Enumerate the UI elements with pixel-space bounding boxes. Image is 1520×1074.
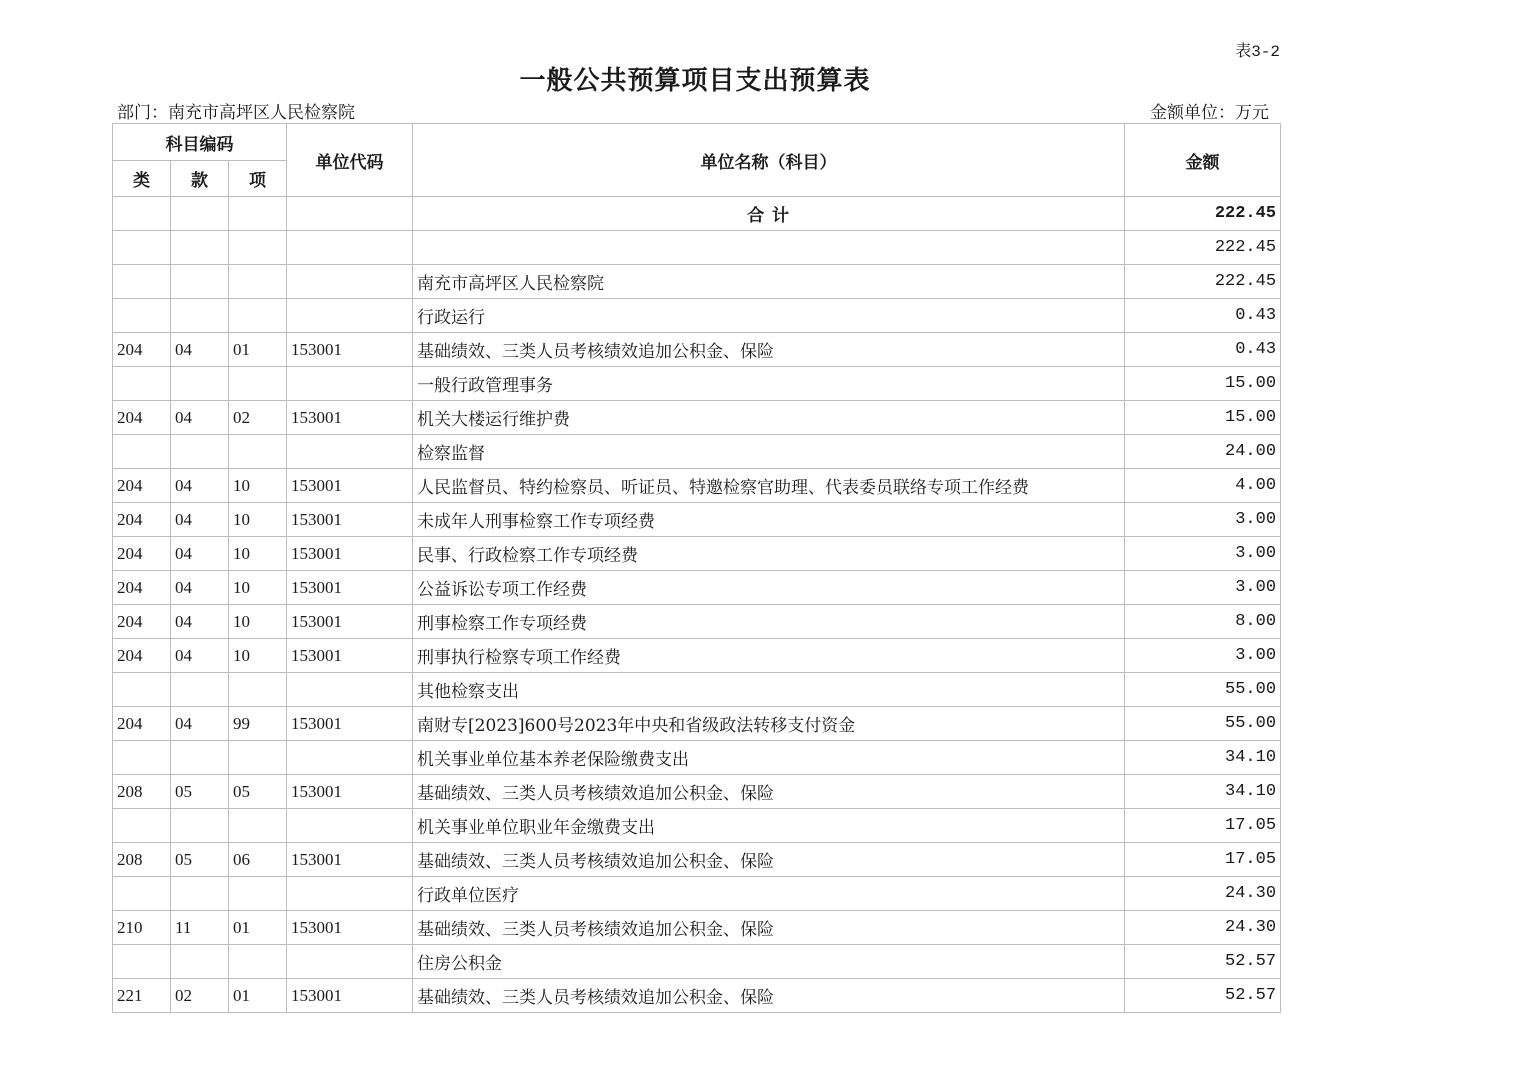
cell-kuan: 04 — [171, 333, 229, 367]
table-row — [113, 299, 1281, 333]
cell-kuan — [171, 741, 229, 775]
cell-amount: 15.00 — [1125, 367, 1281, 401]
cell-xiang — [229, 231, 287, 265]
cell-amount: 3.00 — [1125, 571, 1281, 605]
cell-unit-name: 一般行政管理事务 — [413, 367, 1125, 401]
cell-lei — [113, 197, 171, 231]
table-number: 表3-2 — [1235, 43, 1280, 61]
cell-kuan — [171, 367, 229, 401]
cell-amount: 15.00 — [1125, 401, 1281, 435]
cell-amount: 52.57 — [1125, 979, 1281, 1013]
cell-kuan: 04 — [171, 537, 229, 571]
cell-xiang — [229, 877, 287, 911]
cell-unit-name: 基础绩效、三类人员考核绩效追加公积金、保险 — [413, 843, 1125, 877]
cell-kuan: 04 — [171, 469, 229, 503]
table-row — [113, 265, 1281, 299]
cell-kuan: 04 — [171, 401, 229, 435]
cell-xiang — [229, 435, 287, 469]
cell-unit-name: 民事、行政检察工作专项经费 — [413, 537, 1125, 571]
table-row — [113, 945, 1281, 979]
cell-unit-code — [287, 741, 413, 775]
cell-xiang — [229, 673, 287, 707]
table-row — [113, 333, 1281, 367]
cell-unit-name: 基础绩效、三类人员考核绩效追加公积金、保险 — [413, 775, 1125, 809]
cell-unit-code: 153001 — [287, 843, 413, 877]
cell-unit-code: 153001 — [287, 605, 413, 639]
cell-xiang: 01 — [229, 911, 287, 945]
cell-amount: 24.30 — [1125, 911, 1281, 945]
cell-unit-name: 行政运行 — [413, 299, 1125, 333]
table-body — [113, 197, 1281, 1013]
table-header — [113, 124, 1281, 197]
cell-amount: 24.30 — [1125, 877, 1281, 911]
cell-lei — [113, 435, 171, 469]
cell-xiang — [229, 265, 287, 299]
table-row — [113, 503, 1281, 537]
cell-amount: 222.45 — [1125, 197, 1281, 231]
cell-lei: 204 — [113, 333, 171, 367]
table-row — [113, 877, 1281, 911]
cell-kuan: 05 — [171, 843, 229, 877]
cell-kuan — [171, 945, 229, 979]
cell-lei: 204 — [113, 469, 171, 503]
cell-kuan: 11 — [171, 911, 229, 945]
cell-unit-name: 基础绩效、三类人员考核绩效追加公积金、保险 — [413, 979, 1125, 1013]
cell-kuan: 04 — [171, 605, 229, 639]
cell-xiang — [229, 197, 287, 231]
cell-amount: 3.00 — [1125, 503, 1281, 537]
cell-lei: 204 — [113, 401, 171, 435]
table-row — [113, 911, 1281, 945]
cell-amount: 55.00 — [1125, 707, 1281, 741]
cell-unit-code — [287, 945, 413, 979]
cell-unit-name: 检察监督 — [413, 435, 1125, 469]
table-row — [113, 843, 1281, 877]
cell-amount: 8.00 — [1125, 605, 1281, 639]
table-row — [113, 367, 1281, 401]
cell-lei: 208 — [113, 843, 171, 877]
cell-amount: 0.43 — [1125, 333, 1281, 367]
cell-xiang: 10 — [229, 571, 287, 605]
cell-unit-code: 153001 — [287, 707, 413, 741]
cell-kuan — [171, 231, 229, 265]
table-row — [113, 707, 1281, 741]
cell-kuan: 04 — [171, 571, 229, 605]
cell-unit-name: 基础绩效、三类人员考核绩效追加公积金、保险 — [413, 911, 1125, 945]
cell-unit-name: 机关事业单位职业年金缴费支出 — [413, 809, 1125, 843]
cell-lei — [113, 741, 171, 775]
cell-kuan: 05 — [171, 775, 229, 809]
table-row — [113, 231, 1281, 265]
cell-unit-code — [287, 299, 413, 333]
cell-unit-code: 153001 — [287, 469, 413, 503]
table-row — [113, 537, 1281, 571]
cell-lei — [113, 809, 171, 843]
cell-lei — [113, 231, 171, 265]
cell-unit-name: 合 计 — [413, 197, 1125, 231]
table-row — [113, 979, 1281, 1013]
cell-amount: 34.10 — [1125, 775, 1281, 809]
cell-xiang: 99 — [229, 707, 287, 741]
cell-lei: 204 — [113, 537, 171, 571]
cell-kuan — [171, 877, 229, 911]
cell-amount: 4.00 — [1125, 469, 1281, 503]
cell-xiang: 10 — [229, 503, 287, 537]
cell-kuan: 04 — [171, 503, 229, 537]
department-label: 部门：南充市高坪区人民检察院 — [117, 103, 355, 123]
cell-lei — [113, 367, 171, 401]
header-xiang: 项 — [229, 161, 287, 197]
cell-amount: 222.45 — [1125, 265, 1281, 299]
header-subject-code: 科目编码 — [113, 124, 287, 161]
cell-xiang — [229, 809, 287, 843]
cell-lei: 208 — [113, 775, 171, 809]
cell-xiang: 10 — [229, 605, 287, 639]
table-row — [113, 775, 1281, 809]
cell-unit-code: 153001 — [287, 537, 413, 571]
cell-xiang: 06 — [229, 843, 287, 877]
total-row — [113, 197, 1281, 231]
cell-lei: 210 — [113, 911, 171, 945]
cell-unit-name: 公益诉讼专项工作经费 — [413, 571, 1125, 605]
cell-lei — [113, 673, 171, 707]
table-row — [113, 639, 1281, 673]
table-row — [113, 571, 1281, 605]
cell-xiang — [229, 741, 287, 775]
page-title: 一般公共预算项目支出预算表 — [519, 66, 871, 96]
cell-unit-name: 机关大楼运行维护费 — [413, 401, 1125, 435]
cell-lei: 204 — [113, 707, 171, 741]
cell-amount: 24.00 — [1125, 435, 1281, 469]
cell-lei — [113, 877, 171, 911]
header-unit-name: 单位名称（科目） — [413, 124, 1125, 197]
amount-unit-label: 金额单位：万元 — [1150, 103, 1269, 123]
cell-kuan — [171, 435, 229, 469]
cell-unit-code — [287, 197, 413, 231]
table-row — [113, 469, 1281, 503]
cell-unit-code — [287, 809, 413, 843]
cell-amount: 0.43 — [1125, 299, 1281, 333]
header-lei: 类 — [113, 161, 171, 197]
table-row — [113, 435, 1281, 469]
cell-lei — [113, 265, 171, 299]
cell-xiang — [229, 945, 287, 979]
cell-unit-name: 未成年人刑事检察工作专项经费 — [413, 503, 1125, 537]
cell-lei — [113, 299, 171, 333]
cell-unit-name: 刑事执行检察专项工作经费 — [413, 639, 1125, 673]
cell-unit-name: 南充市高坪区人民检察院 — [413, 265, 1125, 299]
table-row — [113, 401, 1281, 435]
cell-amount: 222.45 — [1125, 231, 1281, 265]
cell-unit-code: 153001 — [287, 775, 413, 809]
cell-xiang: 01 — [229, 333, 287, 367]
cell-kuan — [171, 809, 229, 843]
cell-unit-code: 153001 — [287, 503, 413, 537]
cell-unit-code: 153001 — [287, 911, 413, 945]
cell-lei: 204 — [113, 605, 171, 639]
cell-unit-code: 153001 — [287, 639, 413, 673]
cell-unit-name: 基础绩效、三类人员考核绩效追加公积金、保险 — [413, 333, 1125, 367]
cell-lei — [113, 945, 171, 979]
cell-xiang: 10 — [229, 639, 287, 673]
cell-kuan: 02 — [171, 979, 229, 1013]
table-row — [113, 809, 1281, 843]
cell-unit-code — [287, 877, 413, 911]
cell-amount: 17.05 — [1125, 809, 1281, 843]
cell-kuan — [171, 673, 229, 707]
cell-kuan — [171, 265, 229, 299]
cell-unit-name: 住房公积金 — [413, 945, 1125, 979]
cell-unit-code — [287, 367, 413, 401]
cell-unit-code: 153001 — [287, 333, 413, 367]
cell-unit-name: 其他检察支出 — [413, 673, 1125, 707]
cell-amount: 17.05 — [1125, 843, 1281, 877]
cell-amount: 34.10 — [1125, 741, 1281, 775]
cell-kuan: 04 — [171, 707, 229, 741]
table-row — [113, 673, 1281, 707]
cell-unit-code — [287, 231, 413, 265]
cell-lei: 204 — [113, 639, 171, 673]
cell-xiang — [229, 299, 287, 333]
cell-unit-code: 153001 — [287, 401, 413, 435]
cell-unit-name: 行政单位医疗 — [413, 877, 1125, 911]
cell-unit-name: 机关事业单位基本养老保险缴费支出 — [413, 741, 1125, 775]
header-amount: 金额 — [1125, 124, 1281, 197]
cell-unit-code — [287, 265, 413, 299]
cell-xiang: 05 — [229, 775, 287, 809]
table-row — [113, 605, 1281, 639]
cell-amount: 52.57 — [1125, 945, 1281, 979]
cell-amount: 3.00 — [1125, 639, 1281, 673]
cell-unit-code: 153001 — [287, 979, 413, 1013]
cell-lei: 204 — [113, 503, 171, 537]
cell-kuan — [171, 197, 229, 231]
header-unit-code: 单位代码 — [287, 124, 413, 197]
table-row — [113, 741, 1281, 775]
cell-kuan: 04 — [171, 639, 229, 673]
header-kuan: 款 — [171, 161, 229, 197]
cell-unit-name: 南财专[2023]600号2023年中央和省级政法转移支付资金 — [413, 707, 1125, 741]
cell-unit-code — [287, 435, 413, 469]
cell-xiang: 02 — [229, 401, 287, 435]
cell-xiang: 10 — [229, 469, 287, 503]
cell-xiang: 01 — [229, 979, 287, 1013]
cell-unit-code: 153001 — [287, 571, 413, 605]
cell-amount: 55.00 — [1125, 673, 1281, 707]
cell-unit-name: 刑事检察工作专项经费 — [413, 605, 1125, 639]
cell-unit-code — [287, 673, 413, 707]
budget-table — [112, 123, 1281, 1013]
cell-unit-name — [413, 231, 1125, 265]
cell-xiang: 10 — [229, 537, 287, 571]
cell-xiang — [229, 367, 287, 401]
cell-kuan — [171, 299, 229, 333]
cell-amount: 3.00 — [1125, 537, 1281, 571]
cell-lei: 221 — [113, 979, 171, 1013]
cell-lei: 204 — [113, 571, 171, 605]
cell-unit-name: 人民监督员、特约检察员、听证员、特邀检察官助理、代表委员联络专项工作经费 — [413, 469, 1125, 503]
